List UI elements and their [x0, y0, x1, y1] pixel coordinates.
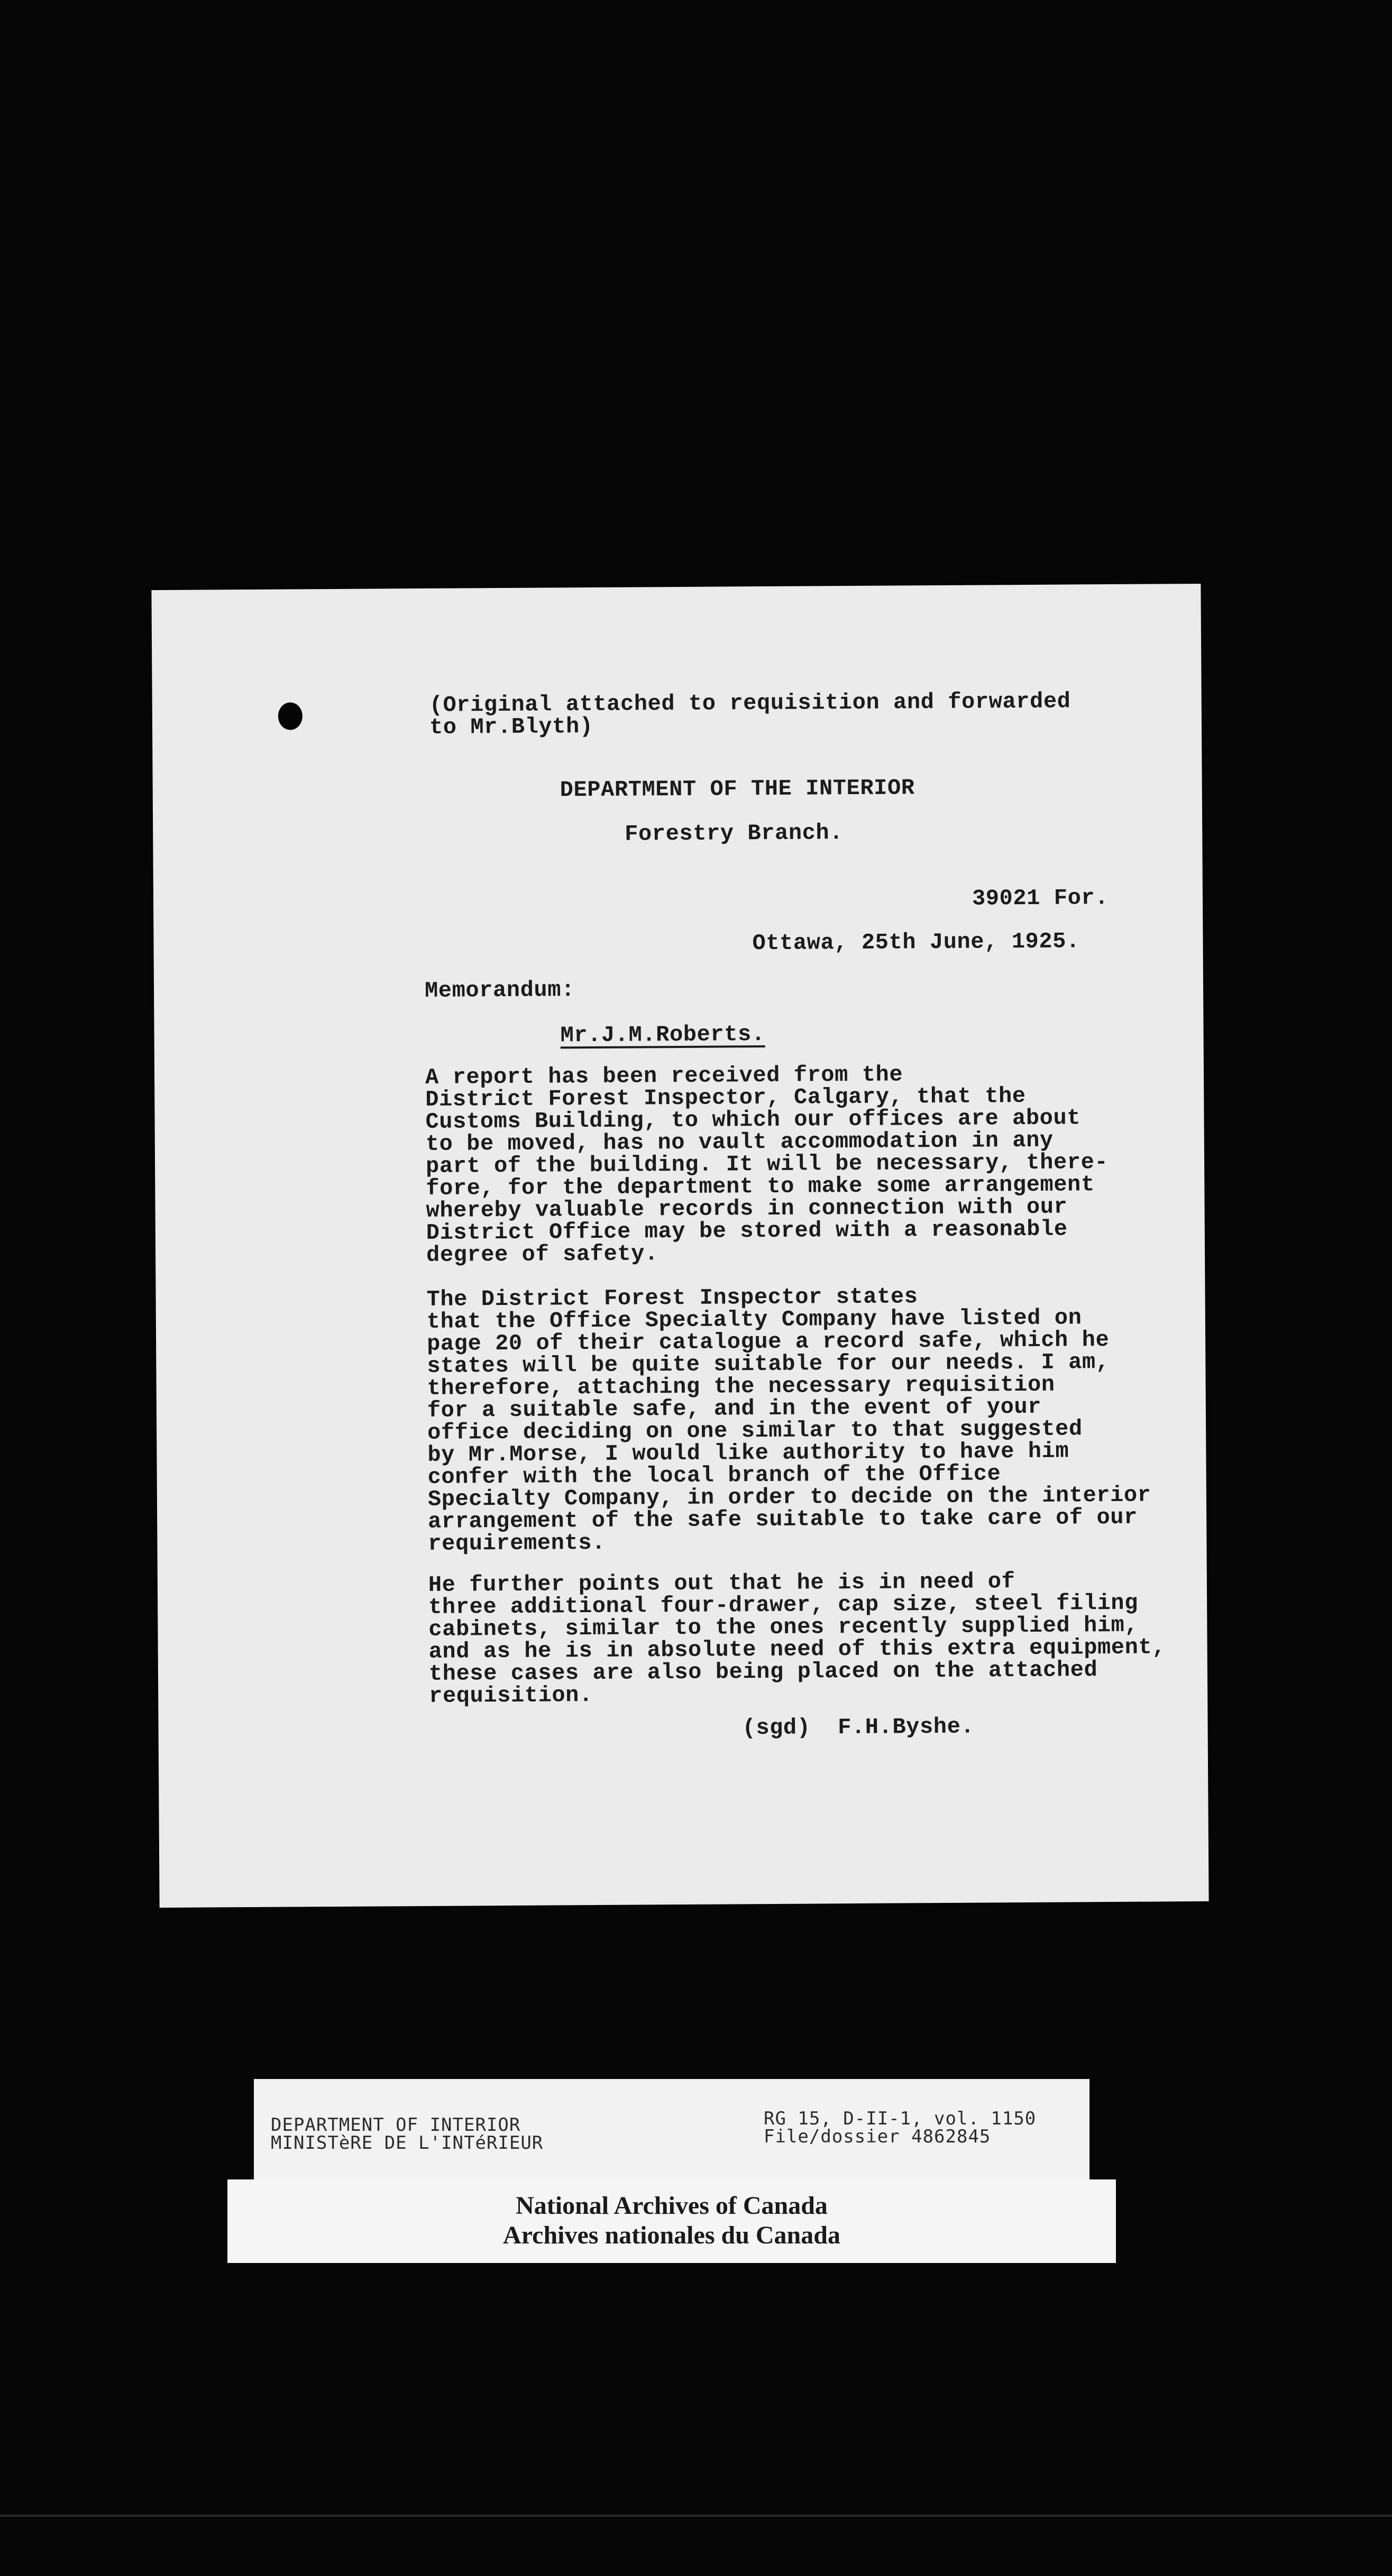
body-paragraph-2: The District Forest Inspector states that the Office Specialty Company have listed on page 20 of their catalogue a record safe, which he states will be quite suitable for our needs. I am, therefore, attaching the necessary requisition for a suitable safe, and in the event of your office deciding on one similar to that suggested by Mr.Morse, I would like authority to have him confer with the local branch of the Office Specialty Company, in order to decide on the interior arrangement of the safe suitable to take care of our requirements. [426, 1284, 1151, 1557]
archive-name-en: National Archives of Canada [516, 2192, 828, 2220]
department-heading: DEPARTMENT OF THE INTERIOR [560, 775, 915, 803]
memo-page [151, 584, 1208, 1908]
body-paragraph-3: He further points out that he is in need of three additional four-drawer, cap size, steel filing cabinets, similar to the ones recently supplied him, and as he is in absolute need of this extra equipment, these cases are also being placed on the attached requisition. [428, 1569, 1166, 1709]
attachment-note-line2: to Mr.Blyth) [429, 713, 593, 740]
archive-name-fr: Archives nationales du Canada [503, 2221, 840, 2249]
attachment-note [429, 690, 1071, 738]
memo-date: Ottawa, 25th June, 1925. [752, 928, 1080, 956]
punch-hole-mark [278, 702, 303, 730]
label-department-fr: MINISTèRE DE L'INTéRIEUR [271, 2132, 544, 2154]
attachment-note-line1: (Original attached to requisition and forwarded [429, 688, 1071, 718]
label-department-en: DEPARTMENT OF INTERIOR [271, 2114, 521, 2136]
memo-addressee: Mr.J.M.Roberts. [560, 1022, 765, 1048]
memo-salutation: Memorandum: [424, 977, 575, 1004]
label-file-number: File/dossier 4862845 [764, 2126, 991, 2147]
film-edge-line [0, 2515, 1392, 2517]
label-record-group: RG 15, D-II-1, vol. 1150 [764, 2108, 1037, 2129]
archive-label [227, 2179, 1116, 2263]
signature-line: (sgd) F.H.Byshe. [742, 1714, 975, 1741]
reference-label [254, 2079, 1089, 2179]
file-number: 39021 For. [972, 885, 1109, 912]
body-paragraph-1: A report has been received from the District Forest Inspector, Calgary, that the Customs Building, to which our offices are about to be moved, has no vault accommodation in any part of the building. It will be necessary, there- fore, for the department to make some arrangement whereby valuable records in connection with our District Office may be stored with a reasonable degree of safety. [425, 1062, 1109, 1268]
branch-heading: Forestry Branch. [625, 820, 844, 847]
